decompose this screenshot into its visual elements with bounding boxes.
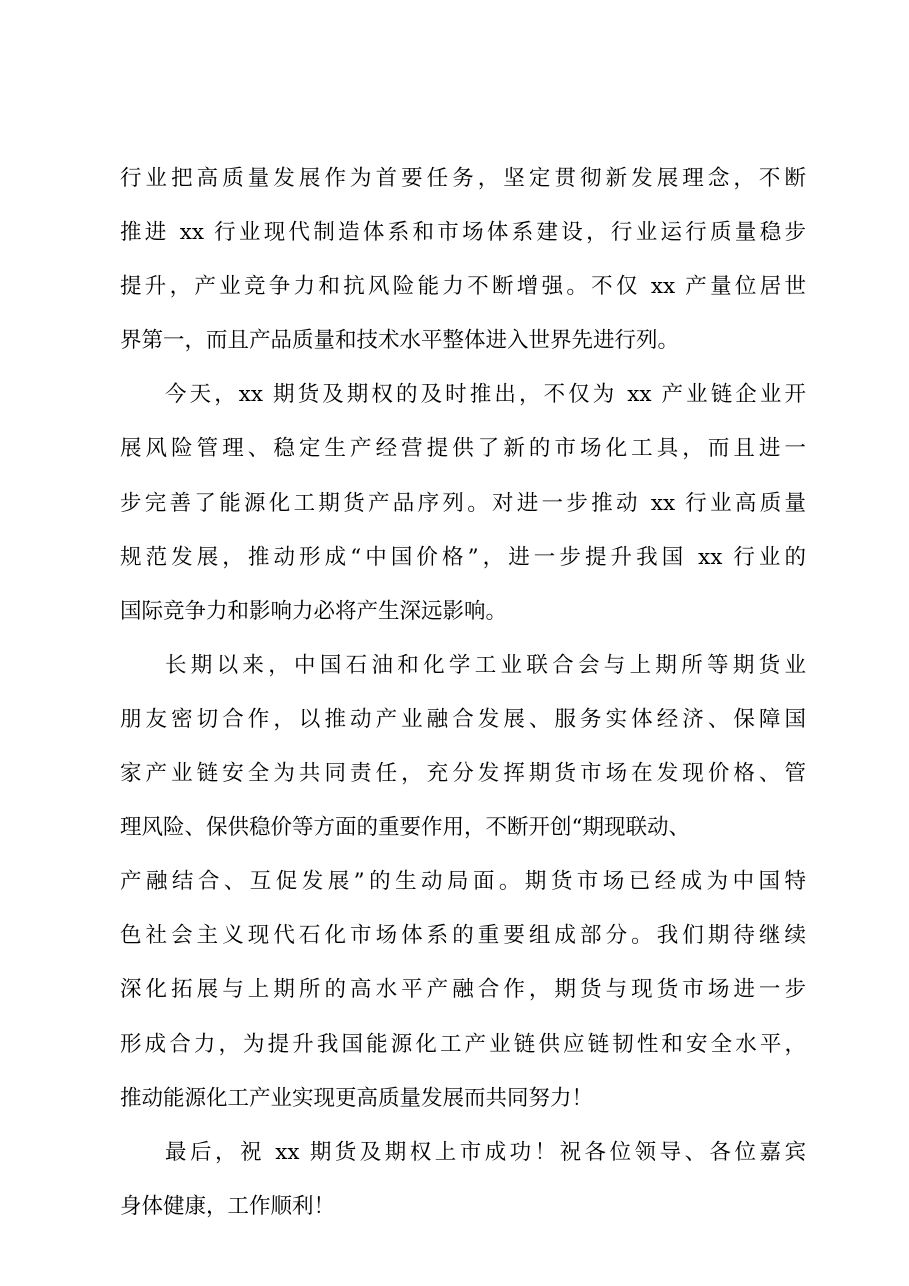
text-line: 国际竞争力和影响力必将产生深远影响。 (120, 598, 508, 624)
text-line: 深化拓展与上期所的高水平产融合作，期货与现货市场进一步 (120, 977, 806, 1003)
paragraph-closing (120, 1126, 806, 1234)
text-line: 最后，祝 xx 期货及期权上市成功！祝各位领导、各位嘉宾 (165, 1139, 806, 1165)
text-line: 今天，xx 期货及期权的及时推出，不仅为 xx 产业链企业开 (165, 382, 806, 408)
text-line: 推进 xx 行业现代制造体系和市场体系建设，行业运行质量稳步 (120, 220, 806, 246)
text-line: 朋友密切合作，以推动产业融合发展、服务实体经济、保障国 (120, 706, 806, 732)
paragraph-cooperation (120, 639, 806, 1126)
text-line: 步完善了能源化工期货产品序列。对进一步推动 xx 行业高质量 (120, 490, 806, 516)
text-line: 行业把高质量发展作为首要任务，坚定贯彻新发展理念，不断 (120, 166, 806, 191)
text-line: 长期以来，中国石油和化学工业联合会与上期所等期货业 (165, 652, 806, 678)
paragraph-intro (120, 152, 806, 368)
text-line: 展风险管理、稳定生产经营提供了新的市场化工具，而且进一 (120, 436, 806, 462)
text-line: 形成合力，为提升我国能源化工产业链供应链韧性和安全水平， (120, 1031, 806, 1057)
text-line: 家产业链安全为共同责任，充分发挥期货市场在发现价格、管 (120, 761, 806, 787)
document-body (120, 152, 806, 1234)
text-line: 界第一，而且产品质量和技术水平整体进入世界先进行列。 (120, 328, 680, 354)
text-line: 规范发展，推动形成“中国价格”，进一步提升我国 xx 行业的 (120, 544, 806, 570)
text-line: 身体健康，工作顺利！ (120, 1193, 336, 1219)
text-line: 产融结合、互促发展”的生动局面。期货市场已经成为中国特 (120, 869, 806, 895)
paragraph-today (120, 368, 806, 638)
text-line: 理风险、保供稳价等方面的重要作用，不断开创“期现联动、 (120, 815, 690, 841)
text-line: 色社会主义现代石化市场体系的重要组成部分。我们期待继续 (120, 923, 806, 949)
text-line: 提升，产业竞争力和抗风险能力不断增强。不仅 xx 产量位居世 (120, 274, 806, 300)
text-line: 推动能源化工产业实现更高质量发展而共同努力！ (120, 1085, 594, 1111)
